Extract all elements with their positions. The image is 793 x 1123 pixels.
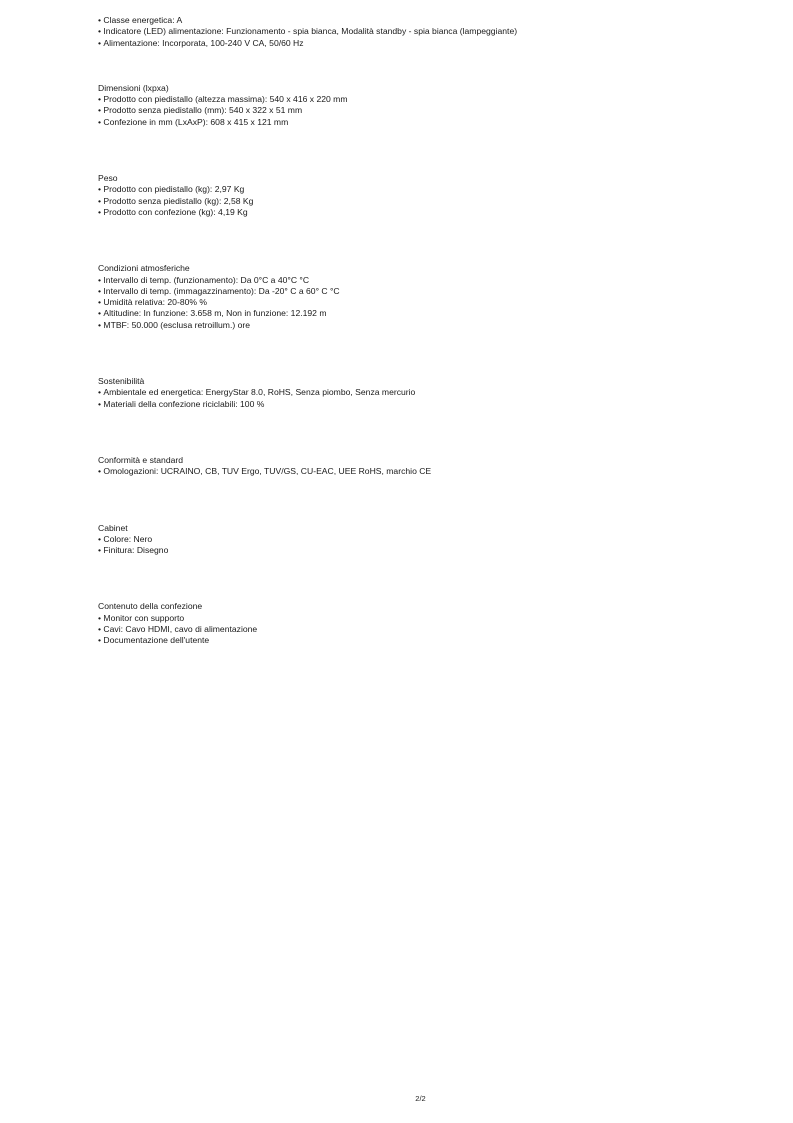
spec-item: • Confezione in mm (LxAxP): 608 x 415 x 121 mm bbox=[98, 117, 738, 128]
spec-item: • Ambientale ed energetica: EnergyStar 8.0, RoHS, Senza piombo, Senza mercurio bbox=[98, 387, 738, 398]
spec-content bbox=[98, 15, 738, 692]
spec-section bbox=[98, 173, 738, 218]
spec-section bbox=[98, 455, 738, 478]
spec-section bbox=[98, 376, 738, 410]
spec-item: • Documentazione dell'utente bbox=[98, 635, 738, 646]
spec-list bbox=[98, 613, 738, 647]
spec-item: • Indicatore (LED) alimentazione: Funzionamento - spia bianca, Modalità standby - spia bianca (lampeggiante) bbox=[98, 26, 738, 37]
spec-item: • Prodotto senza piedistallo (kg): 2,58 Kg bbox=[98, 196, 738, 207]
spec-list bbox=[98, 466, 738, 477]
spec-item: • Prodotto con piedistallo (altezza massima): 540 x 416 x 220 mm bbox=[98, 94, 738, 105]
spec-item: • Colore: Nero bbox=[98, 534, 738, 545]
spec-item: • Prodotto senza piedistallo (mm): 540 x 322 x 51 mm bbox=[98, 105, 738, 116]
section-title: Sostenibilità bbox=[98, 376, 145, 387]
spec-item: • Intervallo di temp. (funzionamento): Da 0°C a 40°C °C bbox=[98, 275, 738, 286]
section-title: Contenuto della confezione bbox=[98, 601, 203, 612]
page-number: 2/2 bbox=[415, 1094, 426, 1103]
section-title: Condizioni atmosferiche bbox=[98, 263, 190, 274]
spec-item: • Umidità relativa: 20-80% % bbox=[98, 297, 738, 308]
spec-list bbox=[98, 94, 738, 128]
spec-item: • Alimentazione: Incorporata, 100-240 V CA, 50/60 Hz bbox=[98, 38, 738, 49]
spec-item: • MTBF: 50.000 (esclusa retroillum.) ore bbox=[98, 320, 738, 331]
section-title: Dimensioni (lxpxa) bbox=[98, 82, 169, 93]
spec-list bbox=[98, 534, 738, 557]
spec-item: • Classe energetica: A bbox=[98, 15, 738, 26]
section-title: Cabinet bbox=[98, 522, 128, 533]
spec-item: • Cavi: Cavo HDMI, cavo di alimentazione bbox=[98, 624, 738, 635]
spec-section bbox=[98, 15, 738, 49]
spec-item: • Materiali della confezione riciclabili: 100 % bbox=[98, 399, 738, 410]
spec-section bbox=[98, 523, 738, 557]
spec-item: • Omologazioni: UCRAINO, CB, TUV Ergo, TUV/GS, CU-EAC, UEE RoHS, marchio CE bbox=[98, 466, 738, 477]
spec-list bbox=[98, 15, 738, 49]
section-title: Peso bbox=[98, 173, 118, 184]
section-title: Conformità e standard bbox=[98, 454, 184, 465]
spec-list bbox=[98, 184, 738, 218]
spec-item: • Monitor con supporto bbox=[98, 613, 738, 624]
spec-item: • Prodotto con piedistallo (kg): 2,97 Kg bbox=[98, 184, 738, 195]
spec-item: • Prodotto con confezione (kg): 4,19 Kg bbox=[98, 207, 738, 218]
spec-item: • Finitura: Disegno bbox=[98, 545, 738, 556]
spec-section bbox=[98, 601, 738, 646]
spec-item: • Intervallo di temp. (immagazzinamento): Da -20° C a 60° C °C bbox=[98, 286, 738, 297]
spec-section bbox=[98, 83, 738, 128]
spec-section bbox=[98, 263, 738, 331]
spec-list bbox=[98, 387, 738, 410]
spec-item: • Altitudine: In funzione: 3.658 m, Non in funzione: 12.192 m bbox=[98, 308, 738, 319]
spec-list bbox=[98, 275, 738, 331]
